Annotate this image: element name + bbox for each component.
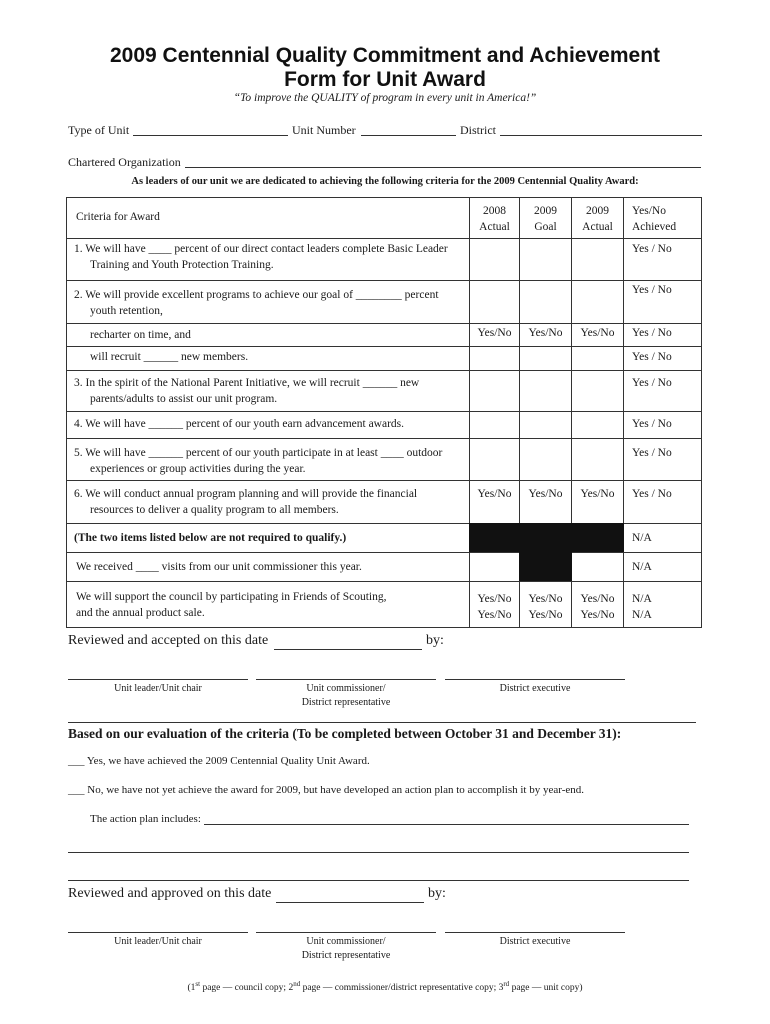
criterion-3-line2: parents/adults to assist our unit program. [90, 393, 278, 405]
criterion-3-yesno[interactable]: Yes / No [632, 377, 672, 389]
action-plan-field-line3[interactable] [68, 880, 689, 881]
district-rep-caption-2: District representative [301, 950, 391, 961]
district-rep-caption: District representative [301, 697, 391, 708]
district-field[interactable] [500, 135, 702, 136]
unit-number-label: Unit Number [292, 123, 356, 137]
header-2009-actual: Actual [582, 221, 613, 233]
form-title-line1: 2009 Centennial Quality Commitment and Achievement [109, 44, 661, 67]
evaluation-option-yes[interactable]: ___ Yes, we have achieved the 2009 Centennial Quality Unit Award. [68, 755, 370, 767]
header-2008-actual: Actual [479, 221, 510, 233]
review-accepted-by: by: [426, 633, 444, 648]
district-exec-caption: District executive [499, 683, 571, 694]
criterion-1-line2: Training and Youth Protection Training. [90, 259, 274, 271]
shaded-cell [469, 523, 624, 552]
footer-text: page — commissioner/district representative copy; 3 [300, 983, 504, 993]
table-border-right [701, 197, 702, 628]
criterion-6-2008[interactable]: Yes/No [477, 488, 512, 500]
criterion-6-line2: resources to deliver a quality program to all members. [90, 504, 339, 516]
signature-line-district-exec-2[interactable] [445, 932, 625, 933]
fos-actual[interactable]: Yes/No [580, 593, 615, 605]
table-border-left [66, 197, 67, 628]
header-achieved: Achieved [632, 221, 677, 233]
signature-line-unit-leader-2[interactable] [68, 932, 248, 933]
criterion-6-goal[interactable]: Yes/No [528, 488, 563, 500]
criterion-3-line1: 3. In the spirit of the National Parent Initiative, we will recruit ______ new [74, 377, 420, 389]
criterion-6-actual[interactable]: Yes/No [580, 488, 615, 500]
commissioner-visits: We received ____ visits from our unit commissioner this year. [76, 561, 362, 573]
type-of-unit-label: Type of Unit [68, 123, 130, 137]
criterion-5-line1: 5. We will have ______ percent of our youth participate in at least ____ outdoor [74, 447, 443, 459]
unit-leader-caption-2: Unit leader/Unit chair [114, 936, 202, 947]
review-approved-date-field[interactable] [276, 902, 424, 903]
recharter-goal[interactable]: Yes/No [528, 327, 563, 339]
evaluation-option-no[interactable]: ___ No, we have not yet achieve the award for 2009, but have developed an action plan to accomplish it by year-end. [68, 784, 584, 796]
footer-sup: rd [503, 979, 510, 988]
review-approved-by: by: [428, 886, 446, 901]
action-plan-label: The action plan includes: [90, 813, 201, 825]
council-support-line1: We will support the council by participating in Friends of Scouting, [76, 591, 387, 603]
recruit-yesno[interactable]: Yes / No [632, 351, 672, 363]
review-accepted-label: Reviewed and accepted on this date [68, 633, 269, 648]
type-of-unit-field[interactable] [133, 135, 288, 136]
header-2009-goal: Goal [534, 221, 557, 233]
criterion-6-yesno[interactable]: Yes / No [632, 488, 672, 500]
footer-sup: st [195, 979, 201, 988]
header-criteria: Criteria for Award [76, 211, 160, 223]
criterion-4: 4. We will have ______ percent of our youth earn advancement awards. [74, 418, 405, 430]
footer-copy-distribution [0, 979, 770, 993]
criterion-2-yesno[interactable]: Yes / No [632, 284, 672, 296]
table-border-top [66, 197, 702, 198]
col-divider-yesno [623, 197, 624, 628]
criterion-4-yesno[interactable]: Yes / No [632, 418, 672, 430]
header-2009b: 2009 [586, 205, 609, 217]
criterion-recharter: recharter on time, and [90, 329, 191, 341]
row-divider [66, 280, 702, 281]
form-motto: “To improve the QUALITY of program in every unit in America!” [233, 92, 537, 104]
commissioner-visits-na: N/A [632, 561, 652, 573]
district-exec-caption-2: District executive [499, 936, 571, 947]
evaluation-heading: Based on our evaluation of the criteria (To be completed between October 31 and December 31): [68, 726, 622, 741]
unit-number-field[interactable] [361, 135, 456, 136]
row-divider [66, 411, 702, 412]
shaded-cell [519, 552, 572, 581]
optional-note-na: N/A [632, 532, 652, 544]
fos-na: N/A [632, 593, 652, 605]
chartered-org-field[interactable] [185, 167, 701, 168]
row-divider [66, 581, 702, 582]
review-approved-label: Reviewed and approved on this date [68, 886, 272, 901]
section-divider [68, 722, 696, 723]
sale-na: N/A [632, 609, 652, 621]
criterion-1-line1: 1. We will have ____ percent of our direct contact leaders complete Basic Leader [74, 243, 448, 255]
action-plan-field-line1[interactable] [204, 824, 689, 825]
sale-2008[interactable]: Yes/No [477, 609, 512, 621]
unit-leader-caption: Unit leader/Unit chair [114, 683, 202, 694]
criterion-2-line1: 2. We will provide excellent programs to achieve our goal of ________ percent [74, 289, 439, 301]
row-divider [66, 480, 702, 481]
review-accepted-date-field[interactable] [274, 649, 422, 650]
recharter-actual[interactable]: Yes/No [580, 327, 615, 339]
footer-sup: nd [293, 979, 301, 988]
row-divider [66, 238, 702, 239]
commissioner-caption: Unit commissioner/ [306, 683, 386, 694]
col-divider-2008 [469, 197, 470, 628]
row-divider [66, 370, 702, 371]
council-support-line2: and the annual product sale. [76, 607, 205, 619]
sale-actual[interactable]: Yes/No [580, 609, 615, 621]
criterion-2-line2: youth retention, [90, 305, 163, 317]
header-yesno: Yes/No [632, 205, 666, 217]
row-divider [66, 438, 702, 439]
sale-goal[interactable]: Yes/No [528, 609, 563, 621]
signature-line-district-exec[interactable] [445, 679, 625, 680]
footer-text: page — unit copy) [509, 983, 583, 993]
recharter-2008[interactable]: Yes/No [477, 327, 512, 339]
recharter-yesno[interactable]: Yes / No [632, 327, 672, 339]
signature-line-commissioner-2[interactable] [256, 932, 436, 933]
footer-text: page — council copy; 2 [200, 983, 294, 993]
district-label: District [460, 123, 496, 137]
row-divider [66, 323, 702, 324]
table-border-bottom [66, 627, 702, 628]
intro-statement: As leaders of our unit we are dedicated to achieving the following criteria for the 2009 Centennial Quality Award: [131, 176, 639, 187]
row-divider [66, 346, 702, 347]
criterion-1-yesno[interactable]: Yes / No [632, 243, 672, 255]
action-plan-field-line2[interactable] [68, 852, 689, 853]
criterion-6-line1: 6. We will conduct annual program planning and will provide the financial [74, 488, 418, 500]
fos-2008[interactable]: Yes/No [477, 593, 512, 605]
criterion-recruit: will recruit ______ new members. [90, 351, 249, 363]
footer-text: (1 [187, 983, 196, 993]
commissioner-caption-2: Unit commissioner/ [306, 936, 386, 947]
header-2008: 2008 [483, 205, 506, 217]
form-title-line2: Form for Unit Award [284, 68, 486, 91]
signature-line-unit-leader[interactable] [68, 679, 248, 680]
row-divider [66, 552, 702, 553]
header-2009: 2009 [534, 205, 557, 217]
fos-goal[interactable]: Yes/No [528, 593, 563, 605]
criterion-5-yesno[interactable]: Yes / No [632, 447, 672, 459]
chartered-org-label: Chartered Organization [68, 155, 181, 169]
criterion-5-line2: experiences or group activities during the year. [90, 463, 306, 475]
optional-items-note: (The two items listed below are not required to qualify.) [74, 532, 347, 544]
signature-line-commissioner[interactable] [256, 679, 436, 680]
